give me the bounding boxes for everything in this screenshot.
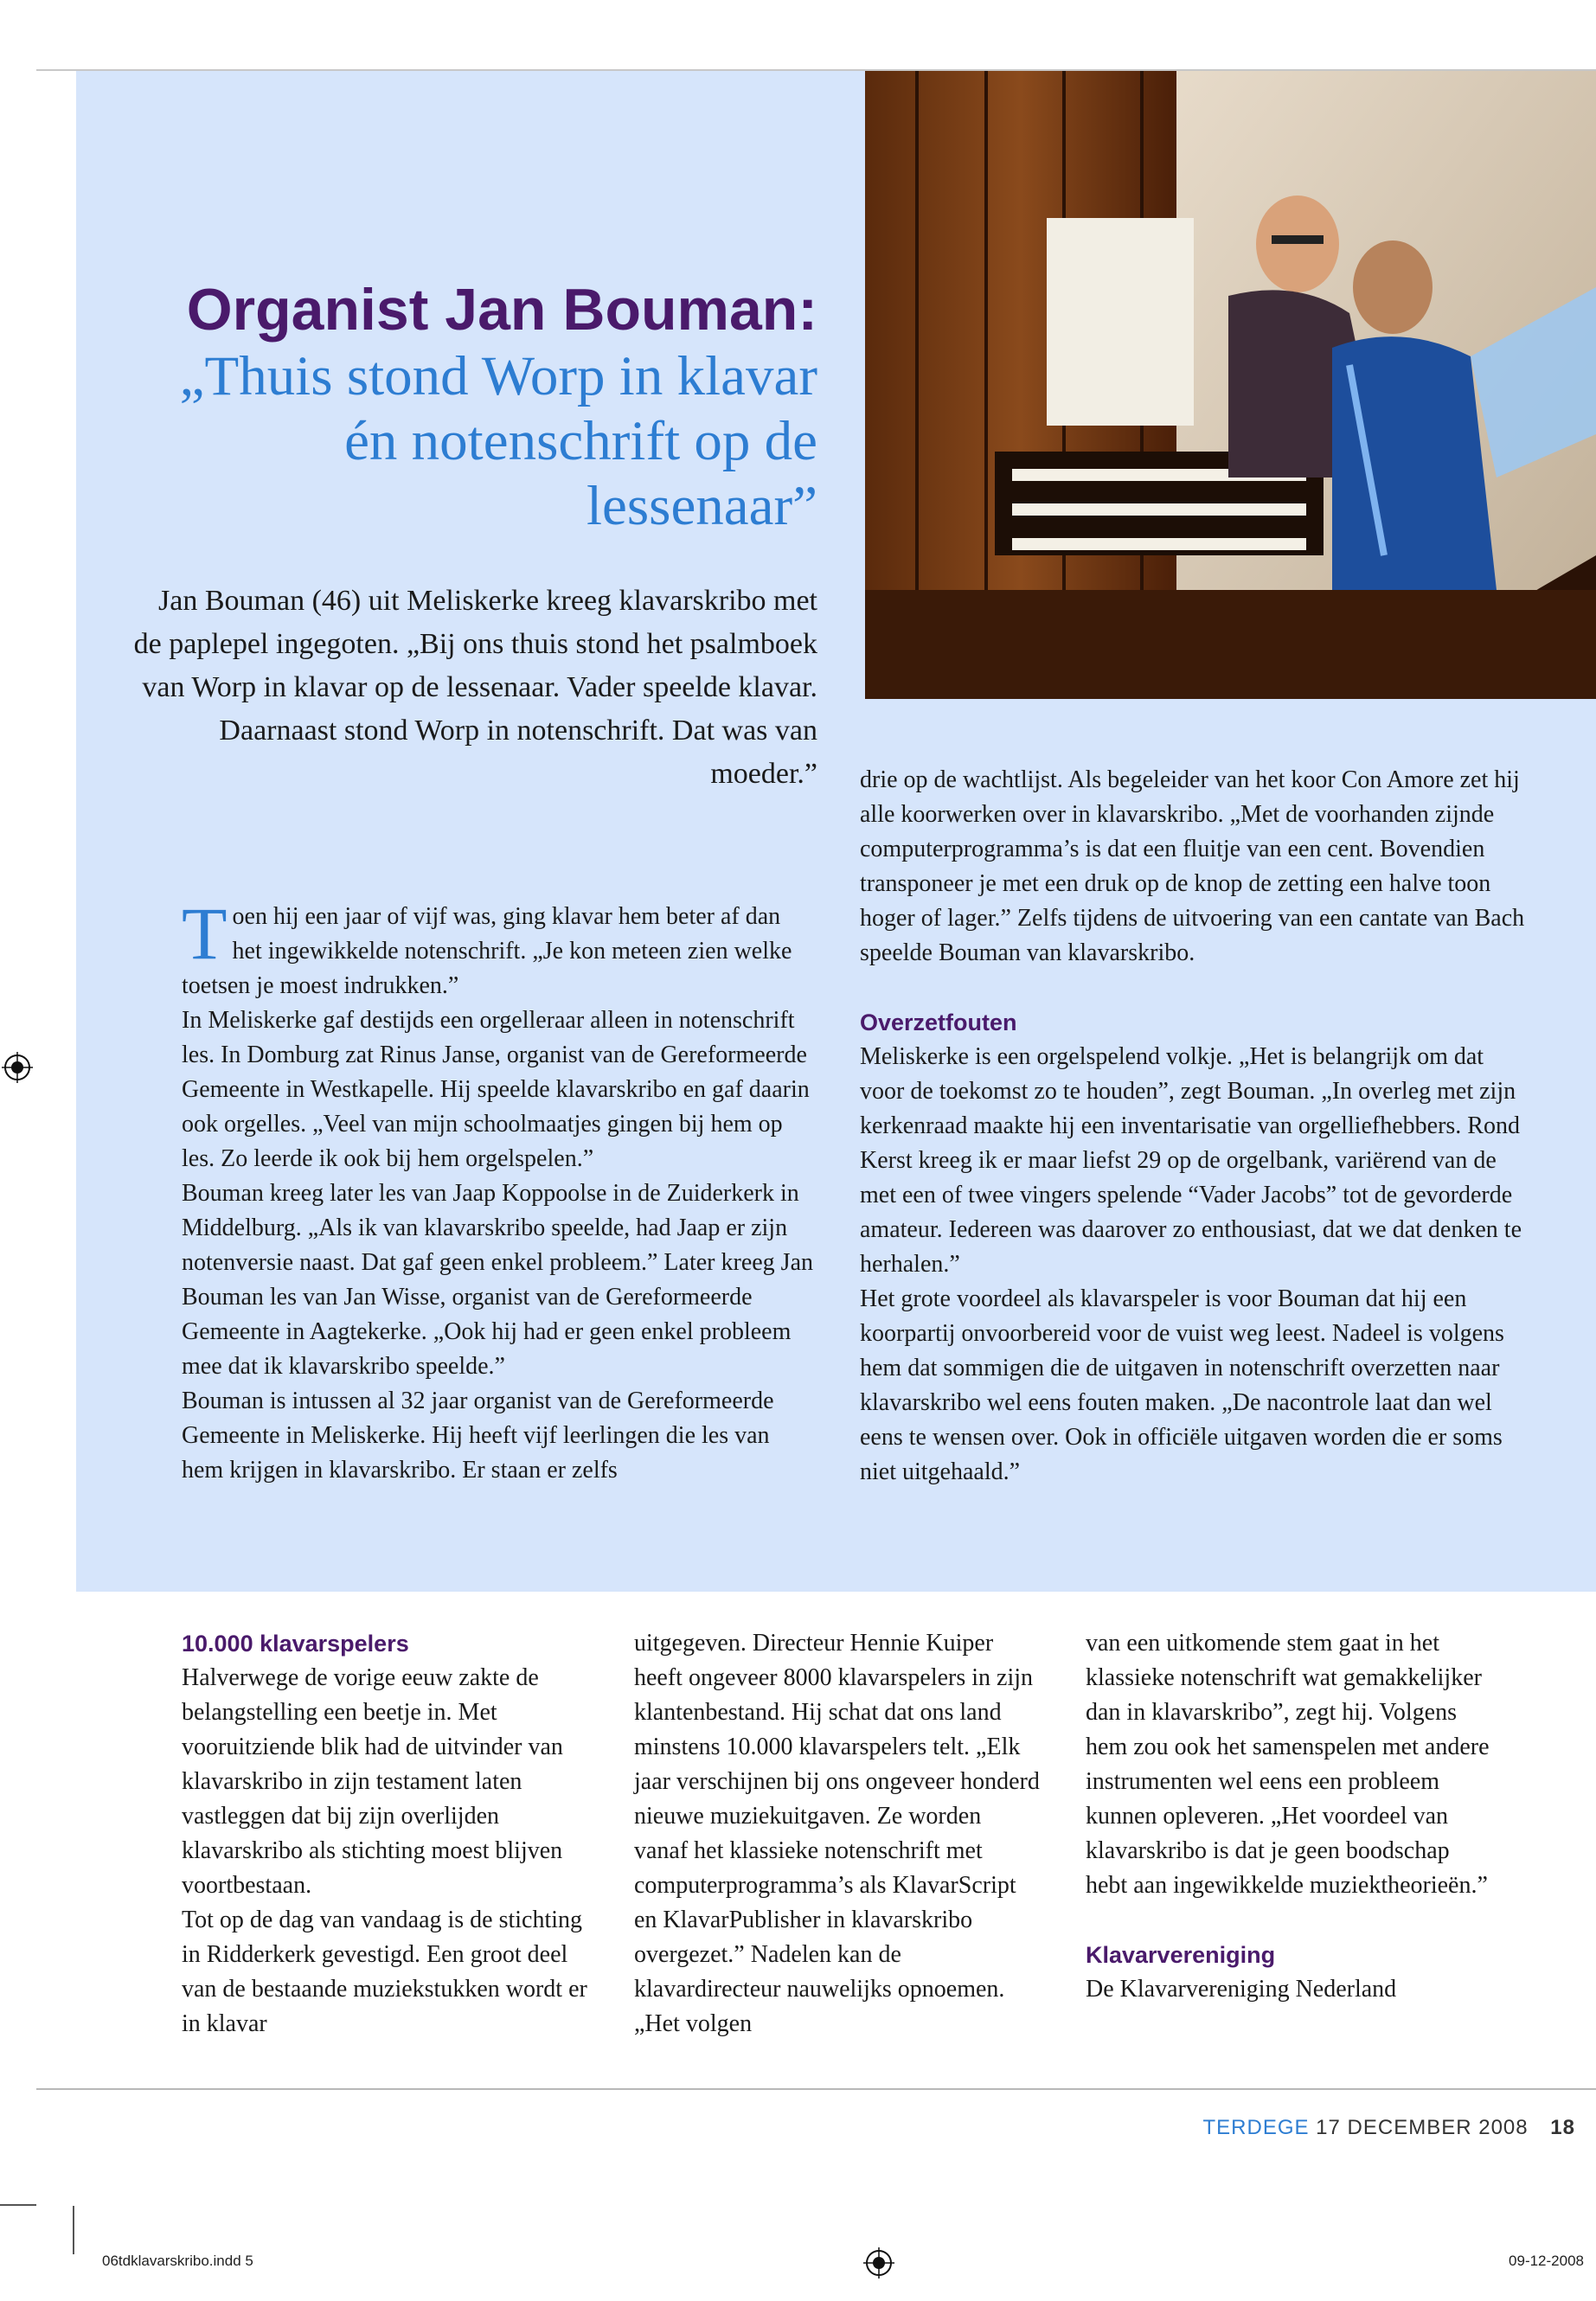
sidebar-paragraph: van een uitkomende stem gaat in het klassieke notenschrift wat gemakkelijker dan in klavarskribo”, zegt hij. Volgens hem zou ook het samenspelen met andere instrumenten wel eens een probleem kunnen opleveren. „Het voordeel van klavarskribo is dat je geen boodschap hebt aan ingewikkelde muziektheorieën.” (1086, 1630, 1490, 1899)
slug-filename: 06tdklavarskribo.indd 5 (102, 2253, 253, 2269)
organ-photo (865, 71, 1596, 699)
subhead-overzetfouten: Overzetfouten (860, 1009, 1017, 1035)
first-paragraph (182, 892, 815, 1003)
sidebar-column-3 (1086, 1626, 1492, 2007)
page-footer (1202, 2116, 1575, 2150)
left-column (182, 892, 815, 1488)
first-paragraph-text: oen hij een jaar of vijf was, ging klavar hem beter af dan het ingewikkelde notenschrift. „Je kon meteen zien welke toetsen je moest indrukken.” (182, 903, 792, 999)
issue-date: 17 DECEMBER 2008 (1316, 2116, 1529, 2139)
slug-date: 09-12-2008 (1509, 2253, 1584, 2269)
article-subtitle: „Thuis stond Worp in klavar én notenschrift op de lessenaar” (179, 345, 817, 537)
article-intro: Jan Bouman (46) uit Meliskerke kreeg klavarskribo met de paplepel ingegoten. „Bij ons thuis stond het psalmboek van Worp in klavar op de lessenaar. Vader speelde klavar. Daarnaast stond Worp in notenschrift. Dat was van moeder.” (133, 585, 817, 790)
sidebar-paragraph: De Klavarvereniging Nederland (1086, 1976, 1397, 2003)
sidebar-paragraph: uitgegeven. Directeur Hennie Kuiper heeft ongeveer 8000 klavarspelers in zijn klantenbestand. Hij schat dat ons land minstens 10.000 klavarspelers telt. „Elk jaar verschijnen bij ons ongeveer honderd nieuwe muziekuitgaven. Ze worden vanaf het klassieke notenschrift met computerprogramma’s als KlavarScript en KlavarPublisher in klavarskribo overgezet.” Nadelen kan de klavardirecteur nauwelijks opnoemen. „Het volgen (634, 1630, 1040, 2037)
body-paragraph: In Meliskerke gaf destijds een orgelleraar alleen in notenschrift les. In Domburg zat Rinus Janse, organist van de Gereformeerde Gemeente in Westkapelle. Hij speelde klavarskribo en gaf daarin ook orgelles. „Veel van mijn schoolmaatjes gingen bij hem op les. Zo leerde ik ook bij hem orgelspelen.” (182, 1007, 810, 1172)
registration-mark-icon (2, 1052, 33, 1083)
sidebar-column-2 (634, 1626, 1041, 2041)
sidebar-paragraph: Halverwege de vorige eeuw zakte de belangstelling een beetje in. Met vooruitziende blik had de uitvinder van klavarskribo in zijn testament laten vastleggen dat bij zijn overlijden klavarskribo als stichting moest blijven voortbestaan. (182, 1664, 563, 1899)
magazine-name: TERDEGE (1202, 2116, 1310, 2139)
body-paragraph: drie op de wachtlijst. Als begeleider van het koor Con Amore zet hij alle koorwerken over in klavarskribo. „Met de voorhanden zijnde computerprogramma’s is dat een fluitje van een cent. Bovendien transponeer je met een druk op de knop de zetting een halve toon hoger of lager.” Zelfs tijdens de uitvoering van een cantate van Bach speelde Bouman van klavarskribo. (860, 766, 1525, 966)
sidebar-column-1 (182, 1626, 588, 2041)
article-title: Organist Jan Bouman: (186, 277, 817, 343)
body-paragraph: Bouman is intussen al 32 jaar organist van de Gereformeerde Gemeente in Meliskerke. Hij heeft vijf leerlingen die les van hem krijgen in klavarskribo. Er staan er zelfs (182, 1388, 774, 1484)
body-paragraph: Bouman kreeg later les van Jaap Koppoolse in de Zuiderkerk in Middelburg. „Als ik van klavarskribo speelde, had Jaap er zijn notenversie naast. Dat gaf geen enkel probleem.” Later kreeg Jan Bouman les van Jan Wisse, organist van de Gereformeerde Gemeente in Aagtekerke. „Ook hij had er geen enkel probleem mee dat ik klavarskribo speelde.” (182, 1180, 813, 1380)
crop-mark (0, 2204, 36, 2206)
spacer (1086, 1903, 1492, 1938)
subhead-klavarspelers: 10.000 klavarspelers (182, 1631, 409, 1657)
drop-cap: T (182, 892, 228, 975)
registration-mark-icon (863, 2247, 894, 2279)
organ-photo-illustration (865, 71, 1596, 699)
bottom-rule (36, 2088, 1596, 2090)
body-paragraph: Het grote voordeel als klavarspeler is voor Bouman dat hij een koorpartij onvoorbereid voor de vuist weg leest. Nadeel is volgens hem dat sommigen die de uitgaven in notenschrift overzetten naar klavarskribo wel eens fouten maken. „De nacontrole laat dan wel eens te wensen over. Ook in officiële uitgaven worden die er soms niet uitgehaald.” (860, 1285, 1504, 1485)
body-paragraph: Meliskerke is een orgelspelend volkje. „Het is belangrijk om dat voor de toekomst zo te houden”, zegt Bouman. „In overleg met zijn kerkenraad maakte hij een inventarisatie van orgelliefhebbers. Rond Kerst kreeg ik er maar liefst 29 op de orgelbank, variërend van de met een of twee vingers spelende “Vader Jacobs” tot de gevorderde amateur. Iedereen was daarover zo enthousiast, dat we dat denken te herhalen.” (860, 1043, 1522, 1278)
page-number: 18 (1550, 2116, 1575, 2139)
subhead-klavarvereniging: Klavarvereniging (1086, 1942, 1276, 1968)
sidebar-paragraph: Tot op de dag van vandaag is de stichting in Ridderkerk gevestigd. Een groot deel van de bestaande muziekstukken wordt er in klavar (182, 1907, 587, 2037)
spacer (860, 971, 1526, 1005)
right-column (860, 763, 1526, 1490)
crop-mark (73, 2206, 74, 2254)
